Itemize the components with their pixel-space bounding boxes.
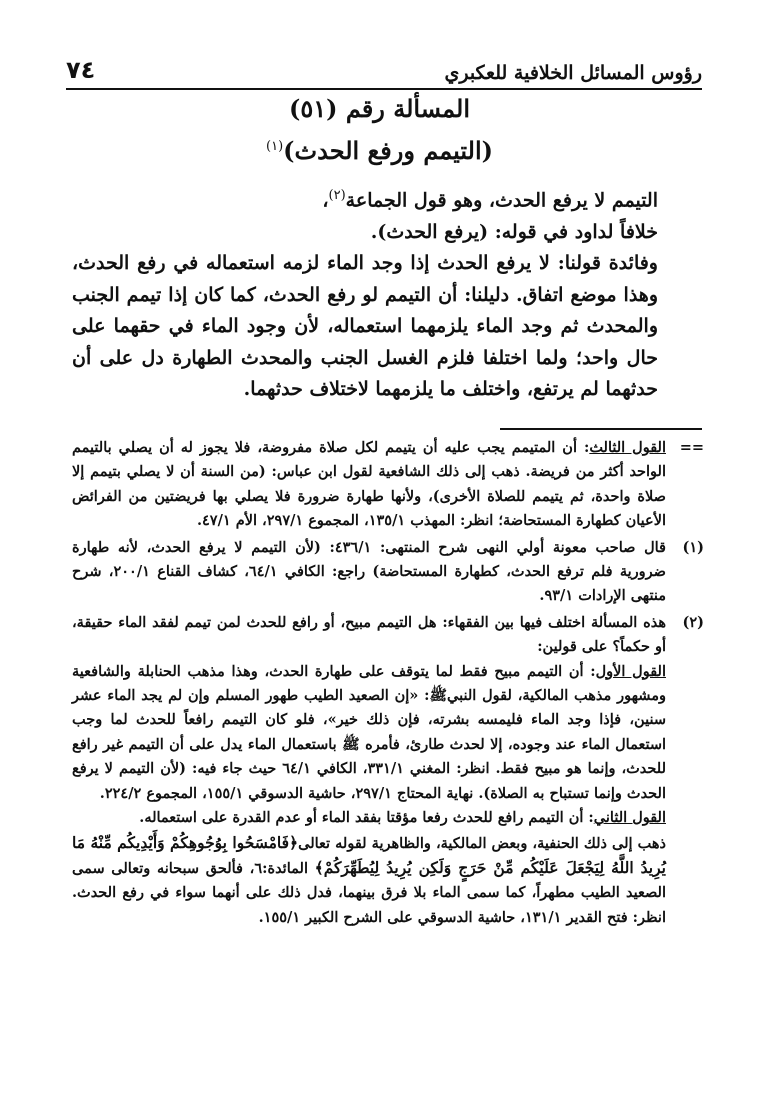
first-opinion-label: القول الأول [595, 662, 666, 680]
issue-subtitle [0, 136, 759, 165]
footnote-ref-2: (٢) [328, 188, 346, 203]
footnote-continued [72, 436, 704, 534]
first-opinion [72, 660, 666, 806]
footnote-ref-1: (١) [266, 139, 284, 154]
paragraph-1-text: التيمم لا يرفع الحدث، وهو قول الجماعة [345, 189, 658, 212]
running-header [66, 48, 702, 84]
footnote-continued-mark: == [679, 439, 704, 456]
issue-title: المسألة رقم (٥١) [289, 94, 470, 123]
second-opinion-evidence-a: ذهب إلى ذلك الحنفية، وبعض المالكية، والظاهرية لقوله تعالى [298, 834, 666, 852]
first-opinion-text: : أن التيمم مبيح فقط لما يتوقف على طهارة الحدث، وهذا مذهب الحنابلة والشافعية ومشهور مذهب المالكية، لقول النبيﷺ: «إن الصعيد الطيب طهور المسلم وإن لم يجد الماء عشر سنين، فإذا وجد الماء فليمسه بشرته، فإن ذلك خير»، فلو كان التيمم رافعاً للحدث لما وجب استعمال الماء عند وجوده، إلا لحدث طارئ، فأمره ﷺ باستعمال الماء يدل على أن التيمم غير رافع للحدث، وإنما هو مبيح فقط. انظر: المغني ٣٣١/١، الكافي ٦٤/١ حيث جاء فيه: (لأن التيمم لا يرفع الحدث وإنما تستباح به الصلاة). نهاية المحتاج ٢٩٧/١، حاشية الدسوقي ١٥٥/١، المجموع ٢٢٤/٢. [72, 662, 666, 802]
footnote-1-mark: (١) [682, 538, 704, 556]
paragraph-2: خلافاً لداود في قوله: (يرفع الحدث). [370, 220, 658, 243]
footnote-1-text: قال صاحب معونة أولي النهى شرح المنتهى: ٤٣٦/١: (لأن التيمم لا يرفع الحدث، لأنه طهارة ضرورية فلم ترفع الحدث، كطهارة المستحاضة) راجع: الكافي ٦٤/١، كشاف القناع ٢٠٠/١، شرح منتهى الإرادات ٩٣/١. [72, 538, 666, 605]
page-number: ٧٤ [66, 56, 96, 84]
third-opinion-label: القول الثالث [589, 439, 666, 456]
second-opinion-evidence [72, 831, 666, 931]
footnote-2-body [72, 611, 666, 930]
issue-subtitle-text: (التيمم ورفع الحدث) [283, 136, 493, 165]
second-opinion [72, 806, 666, 830]
second-opinion-evidence-b: المائدة:٦، فألحق سبحانه وتعالى سمى الصعيد الطيب مطهراً، كما سمى الماء بلا فرق بينهما، فدل ذلك على أنهما سواء في رفع الحدث. انظر: فتح القدير ١٣١/١، حاشية الدسوقي على الشرح الكبير ١٥٥/١. [72, 859, 666, 926]
paragraph-1 [72, 180, 702, 217]
third-opinion-text: : أن المتيمم يجب عليه أن يتيمم لكل صلاة مفروضة، فلا يجوز له أن يصلي بالتيمم الواحد أكثر من فريضة. ذهب إلى ذلك الشافعية لقول ابن عباس: (من السنة أن لا يصلي بتيمم إلا صلاة واحدة، ثم يتيمم للصلاة الأخرى)، ولأنها طهارة ضرورة فلا يصلي بها فريضتين من الفرائض الأعيان كطهارة المستحاضة؛ انظر: المهذب ١٣٥/١، المجموع ٢٩٧/١، الأم ٤٧/١. [72, 439, 666, 530]
book-title: رؤوس المسائل الخلافية للعكبري [444, 62, 702, 84]
footnote-rule [500, 428, 702, 430]
footnotes [72, 436, 704, 932]
paragraph-1-end: ، [322, 189, 329, 212]
main-text [72, 180, 702, 406]
footnote-2-intro: هذه المسألة اختلف فيها بين الفقهاء: هل التيمم مبيح، أو رافع للحدث لمن تيمم لفقد الماء حقيقة، أو حكماً؟ على قولين: [72, 613, 666, 656]
paragraph-3: وفائدة قولنا: لا يرفع الحدث إذا وجد الماء لزمه استعماله في رفع الحدث، وهذا موضع اتفاق. دليلنا: أن التيمم لو رفع الحدث، كما كان إذا تيمم الجنب والمحدث ثم وجد الماء يلزمهما استعماله، لأن وجود الماء في حقهما على حال واحد؛ ولما اختلفا فلزم الغسل الجنب والمحدث الطهارة دل على أن حدثهما لم يرتفع، واختلف ما يلزمهما لاختلاف حدثهما. [72, 252, 658, 401]
quran-verse: ﴿فَامْسَحُوا بِوُجُوهِكُمْ وَأَيْدِيكُم مِّنْهُ مَا يُرِيدُ اللَّهُ لِيَجْعَلَ عَلَيْكُم مِّنْ حَرَجٍ وَلَكِن يُرِيدُ لِيُطَهِّرَكُمْ﴾ [72, 832, 666, 877]
footnote-2 [72, 611, 704, 930]
footnote-1 [72, 536, 704, 609]
second-opinion-text: : أن التيمم رافع للحدث رفعا مؤقتا بفقد الماء أو عدم القدرة على استعماله. [139, 809, 594, 827]
header-rule [66, 88, 702, 90]
footnote-2-mark: (٢) [682, 613, 704, 631]
second-opinion-label: القول الثاني [593, 809, 666, 827]
footnote-continued-body [72, 436, 666, 534]
